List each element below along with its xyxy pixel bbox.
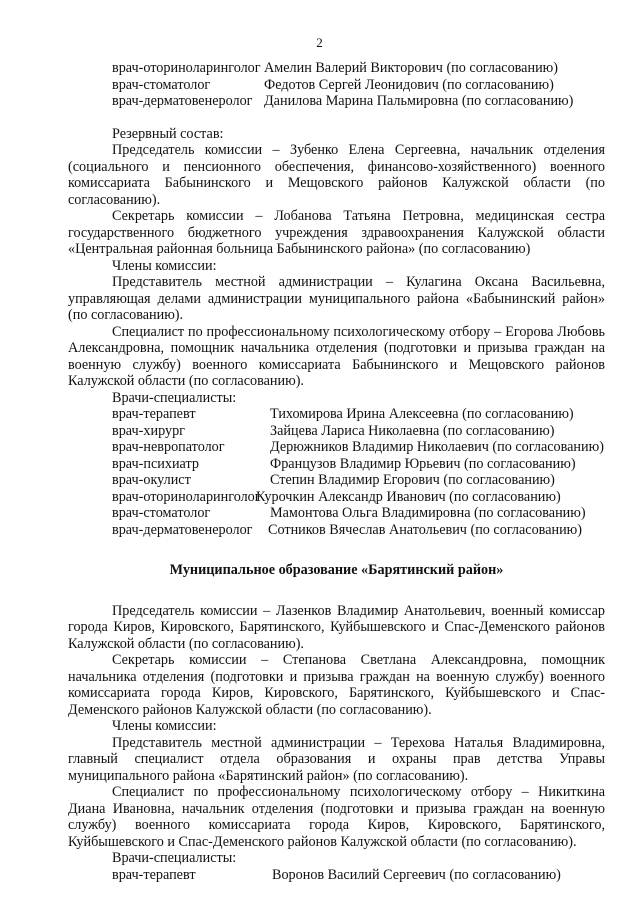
doctor-row — [112, 472, 605, 489]
doctor-row — [112, 489, 605, 506]
doctor-list-bottom — [68, 867, 605, 884]
reserve-doctor-list — [68, 406, 605, 538]
doctor-position: врач-оториноларинголог — [112, 488, 261, 505]
document-body — [68, 60, 605, 883]
doctor-name: Дерюжников Владимир Николаевич (по согласованию) — [270, 439, 604, 455]
psych-specialist: Специалист по профессиональному психологическому отбору – Никиткина Диана Ивановна, начальник отделения (подготовки и призыва граждан на военную службу) военного комиссариата города Киров, Кировского, Барятинского, Куйбышевского и Спас-Деменского районов Калужской области (по согласованию). — [68, 784, 605, 850]
reserve-admin-representative: Представитель местной администрации – Кулагина Оксана Васильевна, управляющая делами администрации муниципального района «Бабынинский район» (по согласованию). — [68, 274, 605, 323]
doctor-name: Сотников Вячеслав Анатольевич (по согласованию) — [268, 521, 583, 538]
doctor-list-top — [68, 60, 605, 110]
doctors-heading: Врачи-специалисты: — [112, 850, 237, 866]
doctor-name: Курочкин Александр Иванович (по согласованию) — [256, 488, 561, 505]
doctor-row — [112, 522, 605, 539]
doctor-position: врач-стоматолог — [112, 505, 211, 521]
doctor-name: Федотов Сергей Леонидович (по согласованию) — [264, 76, 554, 93]
doctor-position: врач-терапевт — [112, 866, 196, 883]
doctor-row — [112, 93, 605, 110]
reserve-heading: Резервный состав: — [112, 125, 224, 142]
doctor-name: Французов Владимир Юрьевич (по согласованию) — [270, 455, 576, 472]
doctor-position: врач-окулист — [112, 472, 191, 488]
reserve-secretary: Секретарь комиссии – Лобанова Татьяна Петровна, медицинская сестра государственного бюджетного учреждения здравоохранения Калужской области «Центральная районная больница Бабынинского района» (по согласованию) — [68, 208, 605, 257]
doctor-name: Воронов Василий Сергеевич (по согласованию) — [272, 866, 561, 883]
doctor-name: Мамонтова Ольга Владимировна (по согласованию) — [270, 505, 586, 521]
doctor-position: врач-оториноларинголог — [112, 60, 261, 76]
doctor-name: Зайцева Лариса Николаевна (по согласованию) — [270, 422, 555, 439]
doctor-position: врач-терапевт — [112, 406, 196, 422]
doctor-row — [112, 439, 605, 456]
doctor-name: Степин Владимир Егорович (по согласованию) — [270, 472, 555, 488]
reserve-psych-specialist: Специалист по профессиональному психологическому отбору – Егорова Любовь Александровна, помощник начальника отделения (подготовки и призыва граждан на военную службу) военного комиссариата Бабынинского и Мещовского районов Калужской области (по согласованию). — [68, 323, 605, 389]
members-heading: Члены комиссии: — [112, 718, 217, 734]
doctor-name: Тихомирова Ирина Алексеевна (по согласованию) — [270, 406, 574, 422]
doctor-row — [112, 456, 605, 473]
doctor-name: Амелин Валерий Викторович (по согласованию) — [264, 60, 558, 76]
doctor-position: врач-дерматовенеролог — [112, 521, 253, 538]
doctor-position: врач-дерматовенеролог — [112, 93, 253, 109]
doctor-position: врач-психиатр — [112, 455, 199, 472]
doctor-row — [112, 867, 605, 884]
reserve-chair: Председатель комиссии – Зубенко Елена Сергеевна, начальник отделения (социального и пенсионного обеспечения, финансово-хозяйственного) военного комиссариата Бабынинского и Мещовского районов Калужской области (по согласованию). — [68, 142, 605, 208]
commission-chair: Председатель комиссии – Лазенков Владимир Анатольевич, военный комиссар города Киров, Кировского, Барятинского, Куйбышевского и Спас-Деменского районов Калужской области (по согласованию). — [68, 602, 605, 652]
doctor-position: врач-невропатолог — [112, 439, 225, 455]
doctor-row — [112, 77, 605, 94]
doctor-row — [112, 423, 605, 440]
doctor-position: врач-хирург — [112, 422, 185, 439]
commission-secretary: Секретарь комиссии – Степанова Светлана Александровна, помощник начальника отделения (подготовки и призыва граждан на военную службу) военного комиссариата города Киров, Кировского, Барятинского, Куйбышевского и Спас-Деменского районов Калужской области (по согласованию). — [68, 652, 605, 718]
section-title: Муниципальное образование «Барятинский район» — [169, 562, 504, 578]
admin-representative: Представитель местной администрации – Терехова Наталья Владимировна, главный специалист отдела образования и охраны прав детства Управы муниципального района «Барятинский район» (по согласованию). — [68, 734, 605, 784]
reserve-doctors-heading: Врачи-специалисты: — [112, 389, 237, 406]
doctor-row — [112, 406, 605, 423]
doctor-position: врач-стоматолог — [112, 76, 211, 93]
doctor-row — [112, 60, 605, 77]
reserve-members-heading: Члены комиссии: — [112, 257, 217, 274]
doctor-name: Данилова Марина Пальмировна (по согласованию) — [264, 93, 574, 109]
doctor-row — [112, 505, 605, 522]
page-number: 2 — [316, 35, 323, 50]
